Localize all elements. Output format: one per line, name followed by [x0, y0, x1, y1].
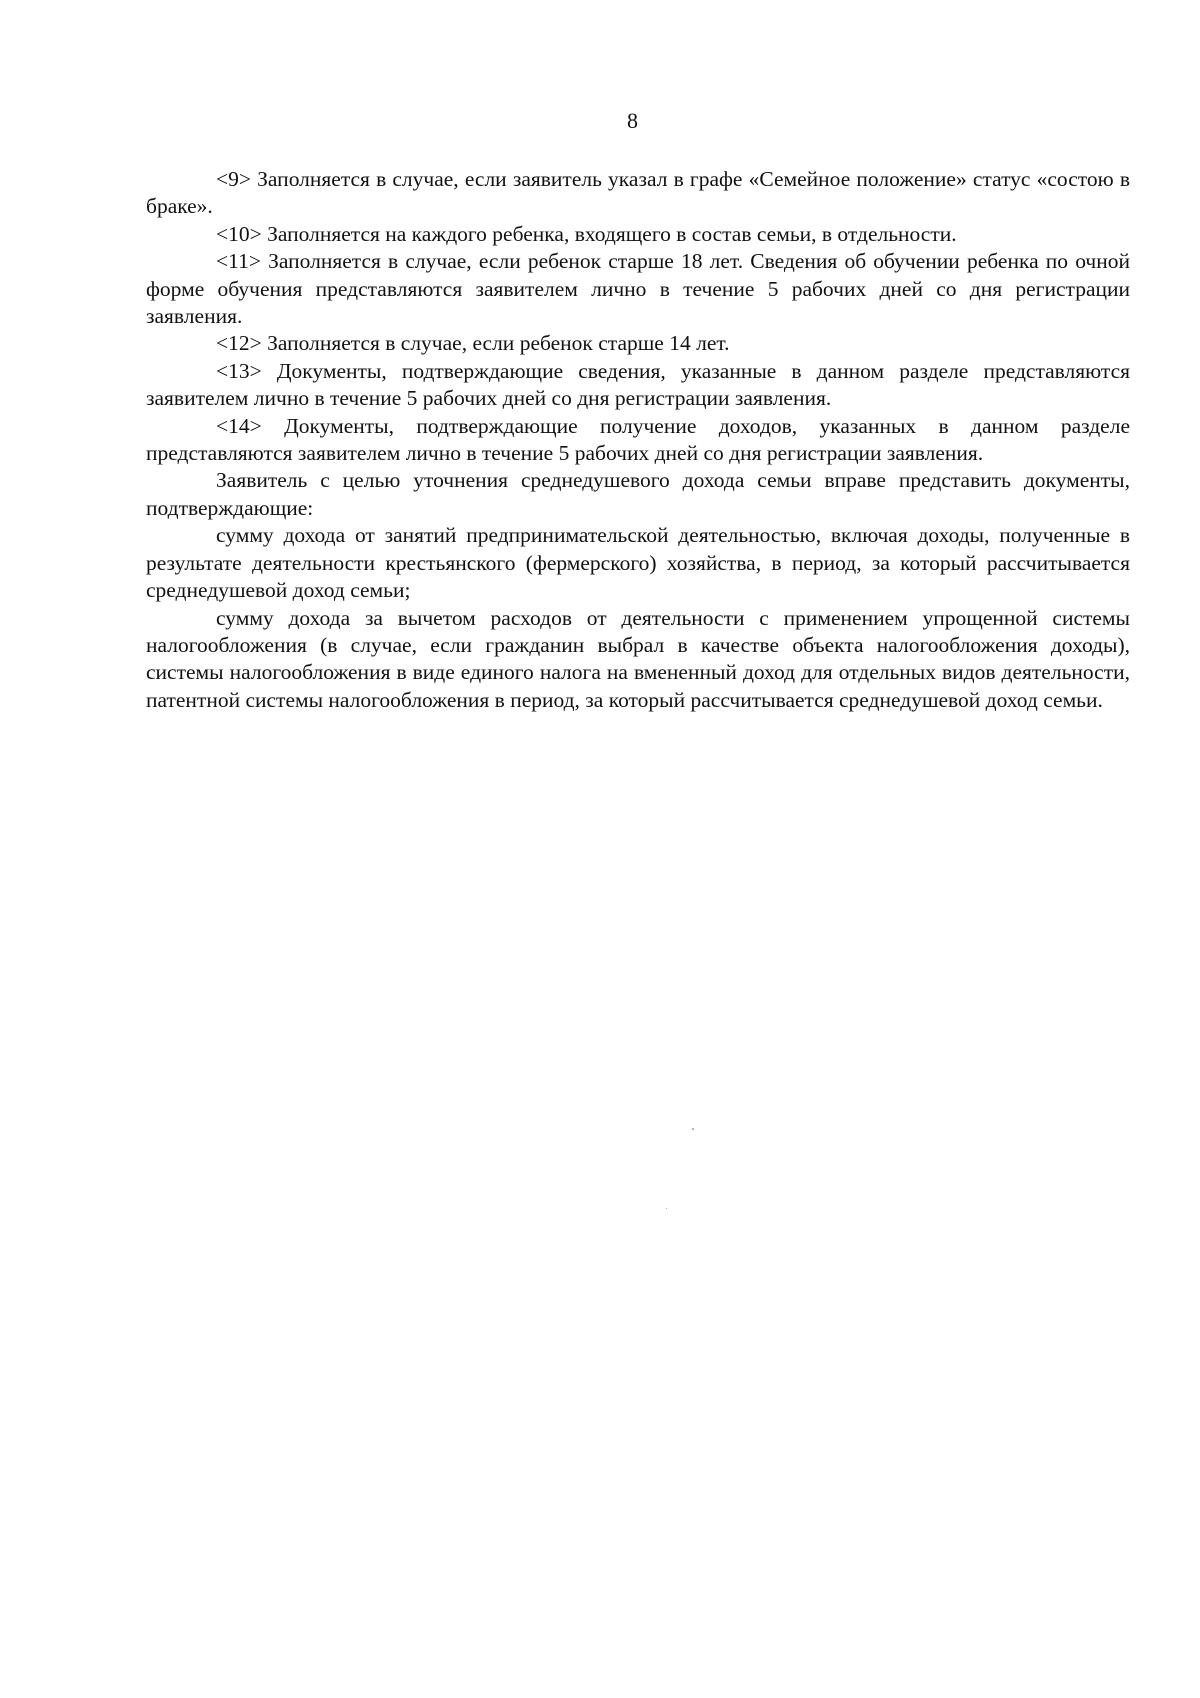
page-number: 8	[627, 108, 638, 133]
footnote-13: <13> Документы, подтверждающие сведения, указанные в данном разделе представляются заявителем лично в течение 5 рабочих дней со дня регистрации заявления.	[146, 358, 1130, 411]
footnote-11: <11> Заполняется в случае, если ребенок старше 18 лет. Сведения об обучении ребенка по очной форме обучения представляются заявителем лично в течение 5 рабочих дней со дня регистрации заявления.	[146, 249, 1130, 329]
paragraph-tax-system-income: сумму дохода за вычетом расходов от деятельности с применением упрощенной системы налогообложения (в случае, если гражданин выбрал в качестве объекта налогообложения доходы), системы налогообложения в виде единого налога на вмененный доход для отдельных видов деятельности, патентной системы налогообложения в период, за который рассчитывается среднедушевой доход семьи.	[146, 605, 1130, 712]
paragraph-business-income: сумму дохода от занятий предпринимательской деятельностью, включая доходы, полученные в результате деятельности крестьянского (фермерского) хозяйства, в период, за который рассчитывается среднедушевой доход семьи;	[146, 523, 1130, 603]
scan-speck	[692, 1128, 694, 1130]
footnote-10: <10> Заполняется на каждого ребенка, входящего в состав семьи, в отдельности.	[216, 221, 957, 246]
footnote-9: <9> Заполняется в случае, если заявитель указал в графе «Семейное положение» статус «состою в браке».	[146, 167, 1130, 219]
scan-speck	[666, 1208, 667, 1209]
footnote-14: <14> Документы, подтверждающие получение доходов, указанных в данном разделе представляются заявителем лично в течение 5 рабочих дней со дня регистрации заявления.	[146, 413, 1130, 466]
paragraph-applicant-right: Заявитель с целью уточнения среднедушевого дохода семьи вправе представить документы, подтверждающие:	[146, 468, 1130, 520]
footnote-12: <12> Заполняется в случае, если ребенок старше 14 лет.	[216, 331, 730, 356]
footnotes-body	[146, 166, 1130, 714]
